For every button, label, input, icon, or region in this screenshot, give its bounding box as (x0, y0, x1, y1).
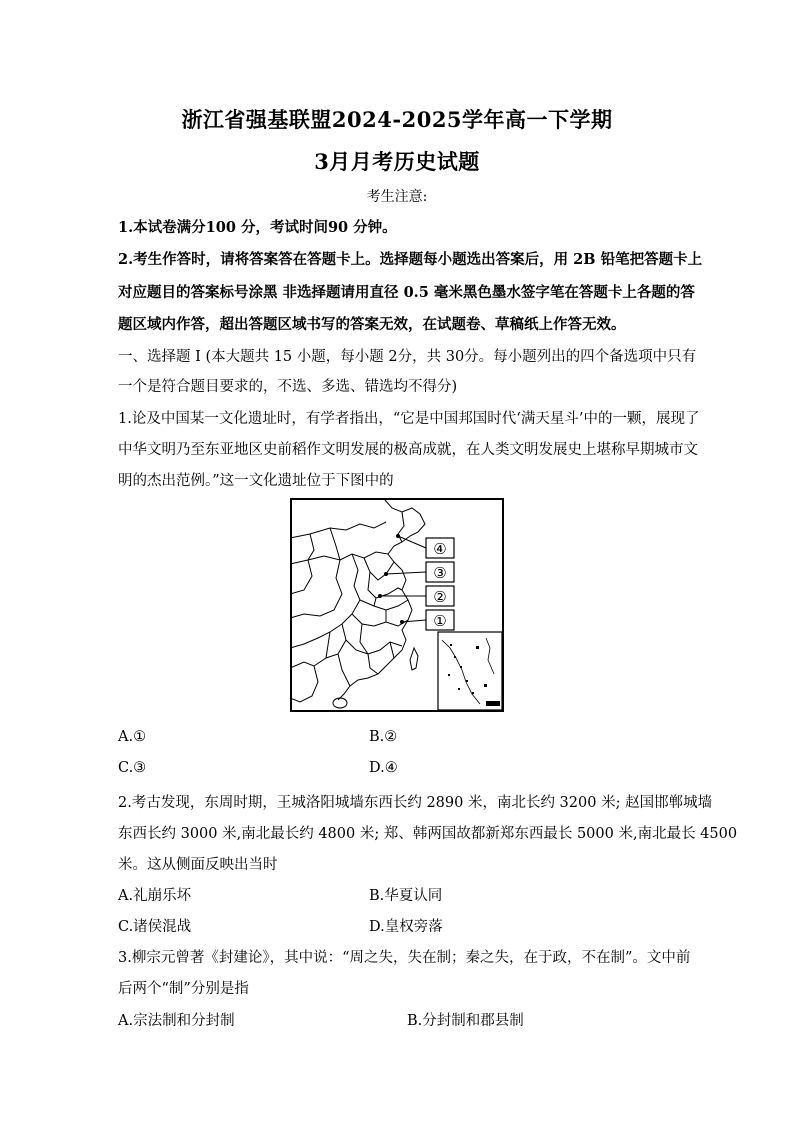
question-2-line-3: 米。这从侧面反映出当时 (118, 857, 278, 873)
exam-title: 浙江省强基联盟2024-2025学年高一下学期 (181, 107, 613, 132)
site-label-3: ③ (433, 564, 447, 582)
q1-option-a: A.① (118, 729, 147, 745)
q2-option-c: C.诸侯混战 (118, 919, 192, 935)
q1-option-d: D.④ (369, 760, 398, 776)
question-1-line-3: 明的杰出范例。”这一文化遗址位于下图中的 (118, 473, 394, 489)
q3-option-b: B.分封制和郡县制 (407, 1013, 524, 1029)
notice-1: 1.本试卷满分100 分，考试时间90 分钟。 (118, 219, 397, 236)
question-1-line-2: 中华文明乃至东亚地区史前稻作文明发展的极高成就，在人类文明发展史上堪称早期城市文 (118, 442, 698, 458)
section-heading-line-2: 一个是符合题目要求的，不选、多选、错选均不得分) (118, 379, 458, 395)
site-label-1: ① (433, 612, 447, 630)
section-heading-line-1: 一、选择题 I (本大题共 15 小题，每小题 2分，共 30分。每小题列出的四个备选项中只有 (118, 349, 697, 365)
question-2-line-2: 东西长约 3000 米,南北最长约 4800 米; 郑、韩两国故都新郑东西最长 5000 米,南北最长 4500 (118, 826, 738, 842)
site-label-4: ④ (433, 540, 447, 558)
exam-subtitle: 3月月考历史试题 (314, 149, 480, 174)
q1-option-c: C.③ (118, 760, 147, 776)
question-2-line-1: 2.考古发现，东周时期，王城洛阳城墙东西长约 2890 米，南北长约 3200 米; 赵国邯郸城墙 (118, 795, 713, 811)
question-3-line-1: 3.柳宗元曾著《封建论》，其中说：“周之失，失在制；秦之失，在于政，不在制”。文中前 (118, 950, 691, 966)
q2-option-b: B.华夏认同 (369, 888, 443, 904)
notice-label: 考生注意: (366, 189, 428, 205)
q3-option-a: A.宗法制和分封制 (118, 1013, 235, 1029)
q2-option-d: D.皇权旁落 (369, 919, 443, 935)
question-3-line-2: 后两个“制”分别是指 (118, 981, 249, 997)
site-label-2: ② (433, 588, 447, 606)
q2-option-a: A.礼崩乐坏 (118, 888, 192, 904)
notice-2-line-1: 2.考生作答时，请将答案答在答题卡上。选择题每小题选出答案后，用 2B 铅笔把答题卡上 (118, 251, 703, 268)
q1-option-b: B.② (369, 729, 398, 745)
notice-2-line-2: 对应题目的答案标号涂黑 非选择题请用直径 0.5 毫米黑色墨水签字笔在答题卡上各题的答 (118, 284, 695, 301)
notice-2-line-3: 题区域内作答，超出答题区域书写的答案无效，在试题卷、草稿纸上作答无效。 (118, 316, 626, 333)
china-map-figure (290, 498, 504, 712)
question-1-line-1: 1.论及中国某一文化遗址时，有学者指出，“它是中国邦国时代‘满天星斗’中的一颗，展现了 (118, 411, 700, 427)
